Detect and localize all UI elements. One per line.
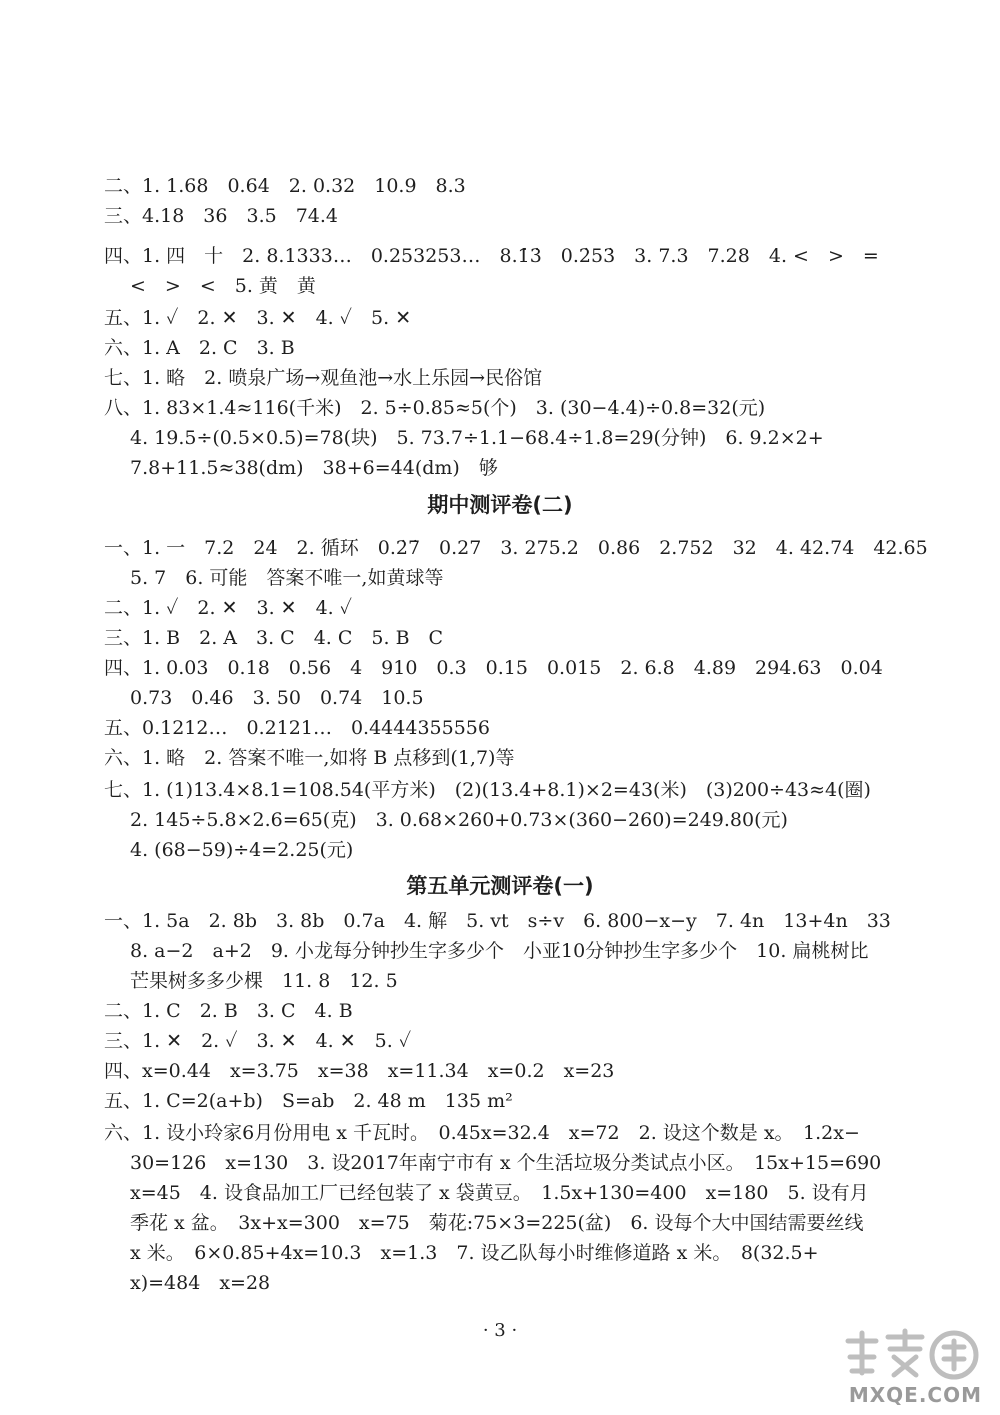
answer-line: 六、1. 略 2. 答案不唯一,如将 B 点移到(1,7)等 [104, 747, 515, 769]
answer-line: 四、1. 四 十 2. 8.1333… 0.253253… 8.1̇3̇ 0.2̇53̇ 3. 7.3 7.28 4. < > = [104, 245, 879, 267]
answer-line: 2. 145÷5.8×2.6=65(克) 3. 0.68×260+0.73×(360−260)=249.80(元) [130, 809, 788, 831]
answer-line: 六、1. A 2. C 3. B [104, 337, 295, 359]
answer-line: 4. (68−59)÷4=2.25(元) [130, 839, 354, 861]
answer-line: x=45 4. 设食品加工厂已经包装了 x 袋黄豆。 1.5x+130=400 x=180 5. 设有月 [130, 1182, 869, 1204]
answer-line: 三、1. B 2. A 3. C 4. C 5. B C [104, 627, 444, 649]
answer-line: 五、1. ✓ 2. ✕ 3. ✕ 4. ✓ 5. ✕ [104, 307, 412, 329]
answer-line: 三、4.18 36 3.5 74.4 [104, 205, 339, 227]
answer-line: 四、1. 0.03 0.18 0.56 4 910 0.3 0.15 0.015 2. 6.8 4.89 294.63 0.04 [104, 657, 883, 679]
answer-line: 七、1. 略 2. 喷泉广场→观鱼池→水上乐园→民俗馆 [104, 367, 543, 389]
answer-line: 8. a−2 a+2 9. 小龙每分钟抄生字多少个 小亚10分钟抄生字多少个 10. 扁桃树比 [130, 940, 869, 962]
answer-line: 五、1. C=2(a+b) S=ab 2. 48 m 135 m² [104, 1090, 513, 1112]
section-title: 第五单元测评卷(一) [406, 874, 594, 898]
answer-line: 七、1. (1)13.4×8.1=108.54(平方米) (2)(13.4+8.1)×2=43(米) (3)200÷43≈4(圈) [104, 779, 871, 801]
answer-line: 季花 x 盆。 3x+x=300 x=75 菊花:75×3=225(盆) 6. 设每个大中国结需要丝线 [130, 1212, 864, 1234]
answer-line: 二、1. C 2. B 3. C 4. B [104, 1000, 353, 1022]
answer-line: x)=484 x=28 [130, 1272, 271, 1294]
answer-line: 二、1. ✓ 2. ✕ 3. ✕ 4. ✓ [104, 597, 353, 619]
answer-line: 四、x=0.44 x=3.75 x=38 x=11.34 x=0.2 x=23 [104, 1060, 615, 1082]
answer-line: 一、1. 一 7.2 24 2. 循环 0.2̇7̇ 0.27 3. 275.2 0.86 2.752 32 4. 42.74 42.65 [104, 537, 928, 559]
answer-line: 0.73 0.46 3. 50 0.74 10.5 [130, 687, 424, 709]
answer-line: 4. 19.5÷(0.5×0.5)=78(块) 5. 73.7÷1.1−68.4÷1.8=29(分钟) 6. 9.2×2+ [130, 427, 824, 449]
watermark-text: MXQE.COM [848, 1383, 982, 1407]
answer-line: x 米。 6×0.85+4x=10.3 x=1.3 7. 设乙队每小时维修道路 x 米。 8(32.5+ [130, 1242, 819, 1264]
answer-line: 五、0.1212… 0.2121… 0.4444355556 [104, 717, 490, 739]
page-number: · 3 · [482, 1320, 518, 1341]
answer-line: 一、1. 5a 2. 8b 3. 8b 0.7a 4. 解 5. vt s÷v 6. 800−x−y 7. 4n 13+4n 33 [104, 910, 891, 932]
answer-line: 芒果树多多少棵 11. 8 12. 5 [130, 970, 398, 992]
answer-line: 5. 7 6. 可能 答案不唯一,如黄球等 [130, 567, 444, 589]
answer-line: 三、1. ✕ 2. ✓ 3. ✕ 4. ✕ 5. ✓ [104, 1030, 412, 1052]
section-title: 期中测评卷(二) [427, 493, 573, 517]
answer-line: < > < 5. 黄 黄 [130, 275, 316, 297]
answer-line: 六、1. 设小玲家6月份用电 x 千瓦时。 0.45x=32.4 x=72 2. 设这个数是 x。 1.2x− [104, 1122, 860, 1144]
answer-line: 二、1. 1.68 0.64 2. 0.32 10.9 8.3 [104, 175, 466, 197]
answer-line: 7.8+11.5≈38(dm) 38+6=44(dm) 够 [130, 457, 498, 479]
answer-line: 八、1. 83×1.4≈116(千米) 2. 5÷0.85≈5(个) 3. (30−4.4)÷0.8=32(元) [104, 397, 766, 419]
answer-line: 30=126 x=130 3. 设2017年南宁市有 x 个生活垃圾分类试点小区。 15x+15=690 [130, 1152, 882, 1174]
